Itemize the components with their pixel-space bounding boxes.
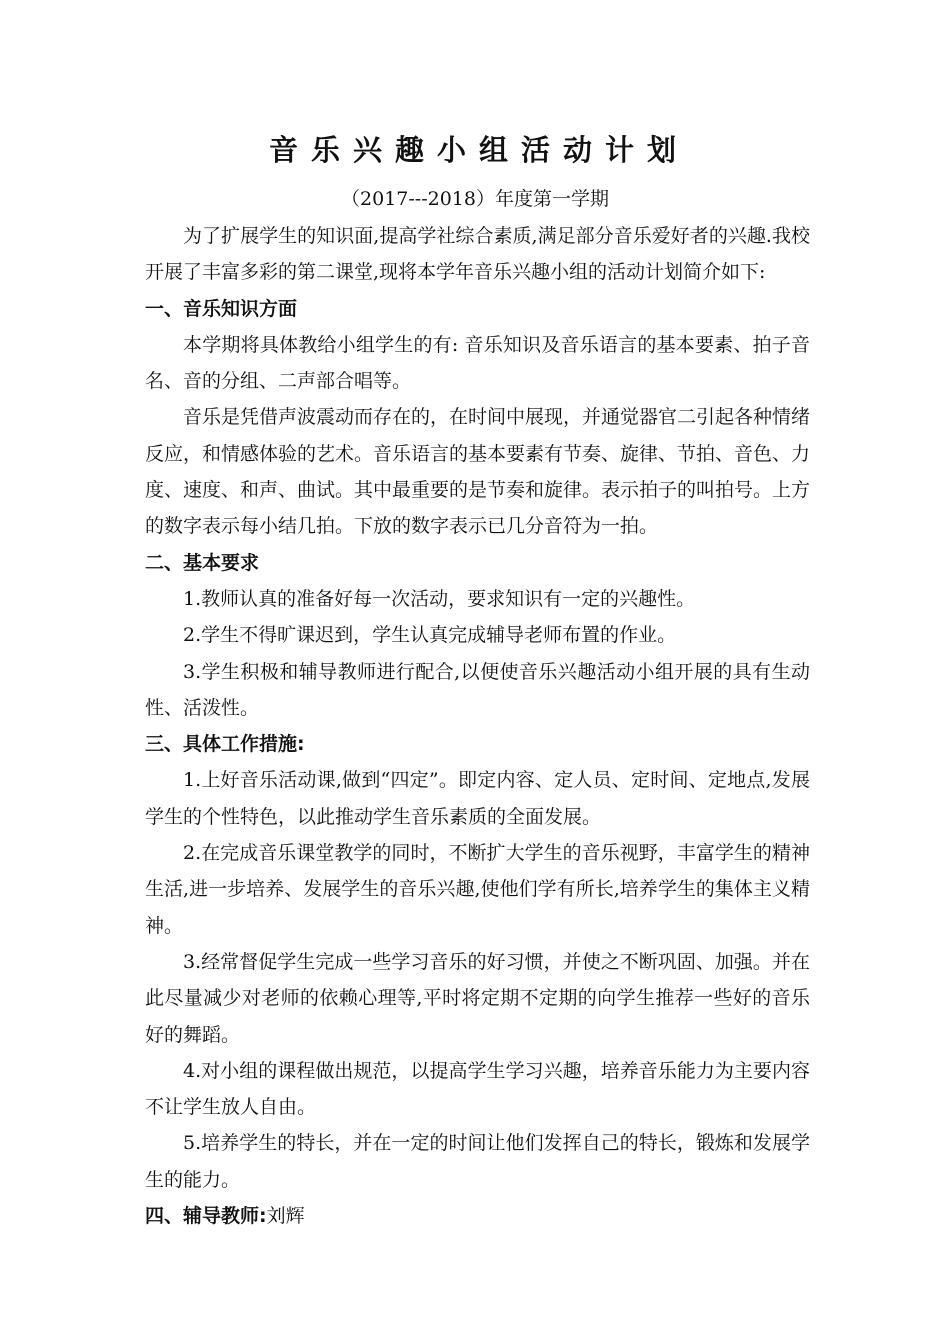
section-1-heading: 一、音乐知识方面 [145,297,298,320]
page-title: 音乐兴趣小组活动计划 [268,133,689,167]
teacher-name: 刘辉 [266,1205,305,1228]
intro-paragraph: 为了扩展学生的知识面,提高学社综合素质,满足部分音乐爱好者的兴趣.我校开展了丰富多彩的第二课堂,现将本学年音乐兴趣小组的活动计划简介如下: [145,225,810,284]
section-1-paragraph-2: 音乐是凭借声波震动而存在的，在时间中展现，并通觉器官二引起各种情绪反应，和情感体验的艺术。音乐语言的基本要素有节奏、旋律、节拍、音色、力度、速度、和声、曲试。其中最重要的是节奏和旋律。表示拍子的叫拍号。上方的数字表示每小结几拍。下放的数字表示已几分音符为一拍。 [145,406,811,538]
section-2-item: 2.学生不得旷课迟到，学生认真完成辅导老师布置的作业。 [183,624,677,647]
section-3-heading: 三、具体工作措施: [145,733,305,756]
section-3-item: 5.培养学生的特长，并在一定的时间让他们发挥自己的特长，锻炼和发展学生的能力。 [145,1132,810,1191]
section-3-item: 3.经常督促学生完成一些学习音乐的好习惯，并使之不断巩固、加强。并在此尽量减少对老师的依赖心理等,平时将定期不定期的向学生推荐一些好的音乐好的舞蹈。 [145,950,810,1046]
section-1-paragraph-1: 本学期将具体教给小组学生的有: 音乐知识及音乐语言的基本要素、拍子音名、音的分组、二声部合唱等。 [145,333,810,393]
section-2-heading: 二、基本要求 [145,551,260,574]
section-3-item: 2.在完成音乐课堂教学的同时，不断扩大学生的音乐视野，丰富学生的精神生活,进一步培养、发展学生的音乐兴趣,使他们学有所长,培养学生的集体主义精神。 [145,842,810,937]
section-2-item: 1.教师认真的准备好每一次活动，要求知识有一定的兴趣性。 [183,587,696,610]
page-subtitle: （2017---2018）年度第一学期 [341,188,609,210]
section-3-item: 1.上好音乐活动课,做到“四定”。即定内容、定人员、定时间、定地点,发展学生的个性特色，以此推动学生音乐素质的全面发展。 [145,769,810,828]
section-4-line [145,1198,810,1234]
section-4-heading: 四、辅导教师: [145,1205,267,1228]
document-body [145,218,810,1234]
section-2-item: 3.学生积极和辅导教师进行配合,以便使音乐兴趣活动小组开展的具有生动性、活泼性。 [145,660,810,719]
section-3-item: 4.对小组的课程做出规范，以提高学生学习兴趣，培养音乐能力为主要内容不让学生放人自由。 [145,1059,810,1119]
